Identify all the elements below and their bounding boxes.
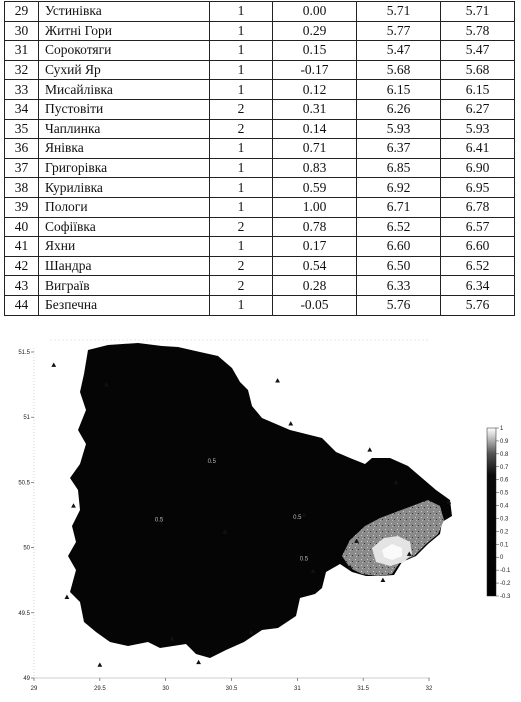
group-cell: 1 (210, 237, 273, 257)
x-tick-label: 29 (30, 686, 38, 692)
station-marker-icon (97, 662, 102, 666)
value-a-cell: 5.93 (357, 119, 441, 139)
station-marker-icon (65, 595, 70, 599)
table-row (5, 139, 515, 159)
value-a-cell: 5.68 (357, 60, 441, 80)
correlation-cell: 0.00 (273, 2, 357, 22)
colorbar-tick-label: 0.2 (500, 529, 509, 536)
station-marker-icon (71, 503, 76, 507)
correlation-cell: 0.14 (273, 119, 357, 139)
table-row (5, 295, 515, 315)
table-row (5, 2, 515, 22)
x-tick-label: 29.5 (93, 686, 106, 692)
y-tick-label: 50 (23, 545, 30, 552)
x-tick-label: 32 (425, 686, 433, 692)
group-cell: 2 (210, 256, 273, 276)
row-number-cell: 40 (5, 217, 39, 237)
table-row (5, 21, 515, 41)
row-number-cell: 31 (5, 41, 39, 61)
value-a-cell: 6.26 (357, 99, 441, 119)
contour-label: 0.5 (293, 514, 302, 521)
table-row (5, 80, 515, 100)
colorbar-tick-label: 0.7 (500, 464, 509, 471)
colorbar-tick-label: 0.4 (500, 503, 509, 510)
table-row (5, 197, 515, 217)
correlation-cell: -0.17 (273, 60, 357, 80)
group-cell: 2 (210, 119, 273, 139)
value-a-cell: 5.71 (357, 2, 441, 22)
correlation-cell: 0.15 (273, 41, 357, 61)
contour-label: 0.5 (299, 556, 309, 563)
station-name-cell: Пологи (39, 197, 210, 217)
x-tick-label: 30 (162, 686, 170, 692)
correlation-cell: 0.83 (273, 158, 357, 178)
row-number-cell: 33 (5, 80, 39, 100)
y-tick-label: 49 (23, 676, 30, 682)
correlation-cell: 0.28 (273, 276, 357, 296)
value-a-cell: 6.92 (357, 178, 441, 198)
value-b-cell: 6.95 (441, 178, 515, 198)
x-tick-label: 30.5 (225, 686, 238, 692)
colorbar-tick-label: 0 (500, 555, 504, 562)
station-marker-icon (367, 447, 372, 451)
table-body (5, 2, 515, 316)
table-row (5, 237, 515, 257)
value-a-cell: 6.15 (357, 80, 441, 100)
group-cell: 1 (210, 158, 273, 178)
value-a-cell: 5.47 (357, 41, 441, 61)
station-marker-icon (51, 362, 56, 366)
value-b-cell: 5.71 (441, 2, 515, 22)
station-name-cell: Виграїв (39, 276, 210, 296)
value-b-cell: 5.47 (441, 41, 515, 61)
station-name-cell: Яхни (39, 237, 210, 257)
row-number-cell: 35 (5, 119, 39, 139)
row-number-cell: 37 (5, 158, 39, 178)
colorbar-tick-label: 0.5 (500, 490, 509, 497)
y-axis-ticks (18, 350, 34, 682)
value-b-cell: 6.15 (441, 80, 515, 100)
table-row (5, 41, 515, 61)
correlation-cell: 0.29 (273, 21, 357, 41)
table-row (5, 276, 515, 296)
y-tick-label: 50.5 (18, 480, 30, 487)
value-a-cell: 5.77 (357, 21, 441, 41)
value-b-cell: 6.90 (441, 158, 515, 178)
value-b-cell: 6.34 (441, 276, 515, 296)
y-tick-label: 51 (23, 415, 30, 422)
correlation-cell: 1.00 (273, 197, 357, 217)
y-tick-label: 49.5 (18, 610, 30, 617)
x-tick-label: 31 (293, 686, 301, 692)
station-name-cell: Шандра (39, 256, 210, 276)
value-b-cell: 6.52 (441, 256, 515, 276)
x-axis-ticks (31, 678, 433, 692)
station-marker-icon (381, 578, 386, 582)
value-b-cell: 5.76 (441, 295, 515, 315)
correlation-cell: 0.71 (273, 139, 357, 159)
station-marker-icon (288, 421, 293, 425)
row-number-cell: 30 (5, 21, 39, 41)
correlation-cell: 0.12 (273, 80, 357, 100)
table-row (5, 99, 515, 119)
row-number-cell: 39 (5, 197, 39, 217)
group-cell: 1 (210, 41, 273, 61)
station-name-cell: Сухий Яр (39, 60, 210, 80)
correlation-cell: 0.78 (273, 217, 357, 237)
colorbar-tick-label: -0.2 (500, 581, 511, 588)
value-a-cell: 6.37 (357, 139, 441, 159)
value-b-cell: 6.78 (441, 197, 515, 217)
value-a-cell: 6.71 (357, 197, 441, 217)
station-name-cell: Чаплинка (39, 119, 210, 139)
station-name-cell: Безпечна (39, 295, 210, 315)
station-name-cell: Сорокотяги (39, 41, 210, 61)
correlation-cell: 0.31 (273, 99, 357, 119)
group-cell: 1 (210, 197, 273, 217)
value-b-cell: 5.93 (441, 119, 515, 139)
row-number-cell: 36 (5, 139, 39, 159)
station-name-cell: Устинівка (39, 2, 210, 22)
value-a-cell: 6.50 (357, 256, 441, 276)
y-tick-label: 51.5 (18, 350, 30, 356)
row-number-cell: 42 (5, 256, 39, 276)
row-number-cell: 29 (5, 2, 39, 22)
station-name-cell: Курилівка (39, 178, 210, 198)
station-marker-icon (275, 378, 280, 382)
correlation-cell: -0.05 (273, 295, 357, 315)
group-cell: 1 (210, 2, 273, 22)
correlation-cell: 0.54 (273, 256, 357, 276)
row-number-cell: 41 (5, 237, 39, 257)
value-a-cell: 6.52 (357, 217, 441, 237)
value-a-cell: 6.60 (357, 237, 441, 257)
region-shape (68, 343, 452, 658)
group-cell: 2 (210, 276, 273, 296)
value-a-cell: 6.33 (357, 276, 441, 296)
group-cell: 1 (210, 60, 273, 80)
row-number-cell: 34 (5, 99, 39, 119)
x-tick-label: 31.5 (357, 686, 370, 692)
contour-label: 0.5 (207, 458, 216, 465)
table-row (5, 60, 515, 80)
map-plot (0, 330, 521, 702)
colorbar-tick-label: -0.3 (500, 594, 511, 600)
row-number-cell: 38 (5, 178, 39, 198)
colorbar-tick-label: 0.9 (500, 438, 509, 445)
group-cell: 2 (210, 99, 273, 119)
colorbar-tick-label: 0.1 (500, 542, 509, 549)
table-row (5, 178, 515, 198)
group-cell: 1 (210, 80, 273, 100)
group-cell: 2 (210, 217, 273, 237)
table-row (5, 158, 515, 178)
correlation-cell: 0.59 (273, 178, 357, 198)
value-b-cell: 6.41 (441, 139, 515, 159)
value-b-cell: 5.68 (441, 60, 515, 80)
value-b-cell: 6.27 (441, 99, 515, 119)
contour-label: 0.5 (154, 517, 164, 524)
colorbar-tick-label: 1 (500, 426, 504, 432)
station-name-cell: Мисайлівка (39, 80, 210, 100)
station-name-cell: Янівка (39, 139, 210, 159)
group-cell: 1 (210, 178, 273, 198)
value-a-cell: 6.85 (357, 158, 441, 178)
station-marker-icon (196, 660, 201, 664)
data-table (4, 1, 515, 316)
value-b-cell: 6.60 (441, 237, 515, 257)
station-name-cell: Григорівка (39, 158, 210, 178)
station-name-cell: Житні Гори (39, 21, 210, 41)
row-number-cell: 32 (5, 60, 39, 80)
colorbar-tick-label: 0.3 (500, 516, 509, 523)
colorbar-tick-label: 0.8 (500, 451, 509, 458)
station-name-cell: Софіївка (39, 217, 210, 237)
table-row (5, 217, 515, 237)
row-number-cell: 44 (5, 295, 39, 315)
table-row (5, 119, 515, 139)
value-a-cell: 5.76 (357, 295, 441, 315)
colorbar-ticks (496, 426, 511, 600)
colorbar (487, 428, 496, 596)
group-cell: 1 (210, 295, 273, 315)
value-b-cell: 6.57 (441, 217, 515, 237)
group-cell: 1 (210, 139, 273, 159)
correlation-cell: 0.17 (273, 237, 357, 257)
colorbar-tick-label: -0.1 (500, 568, 511, 575)
table-row (5, 256, 515, 276)
value-b-cell: 5.78 (441, 21, 515, 41)
correlation-map-figure (0, 330, 521, 702)
row-number-cell: 43 (5, 276, 39, 296)
colorbar-tick-label: 0.6 (500, 477, 509, 484)
station-name-cell: Пустовіти (39, 99, 210, 119)
group-cell: 1 (210, 21, 273, 41)
